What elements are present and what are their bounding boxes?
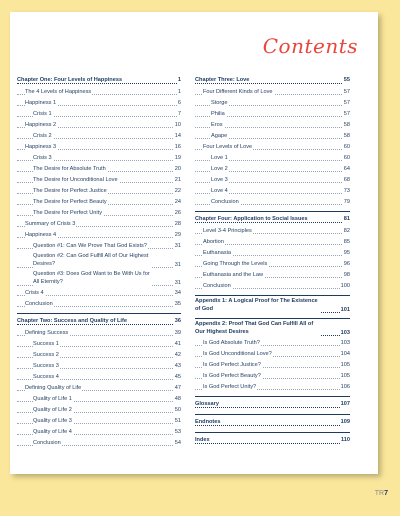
toc-entry-page: 60 bbox=[343, 153, 350, 164]
toc-entry[interactable] bbox=[195, 131, 350, 142]
dot-leader bbox=[195, 222, 350, 223]
toc-entry-title: Conclusion bbox=[211, 199, 239, 205]
toc-entry[interactable] bbox=[195, 98, 350, 109]
toc-right-column bbox=[195, 74, 350, 447]
toc-chapter-entry[interactable] bbox=[195, 398, 350, 411]
toc-entry-title: The Desire for Perfect Beauty bbox=[33, 199, 107, 205]
toc-entry-page: 96 bbox=[343, 259, 350, 270]
section-divider bbox=[195, 396, 350, 397]
toc-entry-title: Quality of Life 1 bbox=[33, 396, 72, 402]
toc-entry-page: 68 bbox=[343, 175, 350, 186]
toc-entry-title: Euthanasia bbox=[203, 250, 231, 256]
toc-entry-page: 31 bbox=[174, 280, 181, 286]
toc-entry[interactable] bbox=[195, 226, 350, 237]
toc-entry-title: Is God Perfect Unity? bbox=[203, 384, 257, 390]
toc-entry-page: 28 bbox=[174, 219, 181, 230]
toc-entry-page: 36 bbox=[174, 315, 181, 328]
toc-chapter-entry[interactable] bbox=[195, 74, 350, 87]
toc-entry-title: Level 3-4 Principles bbox=[203, 228, 252, 234]
toc-entry-title: Happiness 4 bbox=[25, 232, 57, 238]
toc-entry-title: Four Levels of Love bbox=[203, 144, 253, 150]
toc-entry-title: Chapter Four: Application to Social Issues bbox=[195, 216, 308, 222]
toc-entry-page: 64 bbox=[343, 164, 350, 175]
dot-leader bbox=[195, 407, 350, 408]
toc-entry-page: 10 bbox=[174, 120, 181, 131]
toc-entry[interactable] bbox=[17, 361, 181, 372]
toc-entry[interactable] bbox=[17, 252, 181, 270]
toc-entry-page: 47 bbox=[174, 383, 181, 394]
toc-entry-page: 1 bbox=[177, 87, 181, 98]
dot-leader bbox=[195, 83, 350, 84]
toc-chapter-entry[interactable] bbox=[195, 416, 350, 429]
toc-entry-page: 42 bbox=[174, 350, 181, 361]
toc-entry-title: Question #2: Can God Fulfill All of Our Highest Desires? bbox=[33, 252, 152, 268]
toc-entry[interactable] bbox=[195, 186, 350, 197]
toc-entry-page: 95 bbox=[343, 248, 350, 259]
toc-entry-title: Four Different Kinds of Love bbox=[203, 89, 273, 95]
toc-entry[interactable] bbox=[17, 372, 181, 383]
toc-entry-page: 41 bbox=[174, 339, 181, 350]
toc-entry[interactable] bbox=[195, 259, 350, 270]
toc-entry-page: 106 bbox=[340, 382, 350, 393]
toc-entry[interactable] bbox=[195, 270, 350, 281]
toc-entry[interactable] bbox=[17, 339, 181, 350]
toc-entry[interactable] bbox=[17, 197, 181, 208]
toc-entry-page: 43 bbox=[174, 361, 181, 372]
toc-entry-page: 20 bbox=[174, 164, 181, 175]
toc-entry[interactable] bbox=[17, 120, 181, 131]
toc-entry[interactable] bbox=[195, 153, 350, 164]
toc-entry[interactable] bbox=[17, 383, 181, 394]
toc-entry-page: 98 bbox=[343, 270, 350, 281]
toc-entry-page: 105 bbox=[340, 371, 350, 382]
toc-entry[interactable] bbox=[195, 164, 350, 175]
toc-entry-title: Love 2 bbox=[211, 166, 228, 172]
toc-entry-title: Happiness 3 bbox=[25, 144, 57, 150]
toc-entry-title: Chapter Two: Success and Quality of Life bbox=[17, 318, 127, 324]
toc-entry-title: Question #3: Does God Want to Be With Us for All Eternity? bbox=[33, 270, 152, 286]
toc-entry-title: Is God Perfect Justice? bbox=[203, 362, 261, 368]
toc-entry[interactable] bbox=[17, 98, 181, 109]
toc-entry-title: Agape bbox=[211, 133, 228, 139]
dot-leader bbox=[17, 324, 181, 325]
toc-entry-page: 109 bbox=[340, 416, 350, 429]
book-page bbox=[10, 12, 378, 474]
toc-entry-title: Quality of Life 4 bbox=[33, 429, 72, 435]
toc-entry-title: Endnotes bbox=[195, 419, 221, 425]
toc-entry[interactable] bbox=[17, 438, 181, 449]
toc-entry[interactable] bbox=[17, 186, 181, 197]
toc-entry[interactable] bbox=[195, 349, 350, 360]
toc-entry-title: Love 4 bbox=[211, 188, 228, 194]
toc-entry-page: 29 bbox=[174, 230, 181, 241]
toc-entry-page: 16 bbox=[174, 142, 181, 153]
dot-leader bbox=[17, 83, 181, 84]
toc-entry-page: 104 bbox=[340, 349, 350, 360]
toc-entry[interactable] bbox=[17, 416, 181, 427]
toc-entry-page: 50 bbox=[174, 405, 181, 416]
toc-entry-page: 24 bbox=[174, 197, 181, 208]
toc-entry[interactable] bbox=[17, 164, 181, 175]
toc-entry[interactable] bbox=[17, 328, 181, 339]
section-divider bbox=[195, 295, 350, 296]
toc-entry-title: Love 3 bbox=[211, 177, 228, 183]
toc-entry[interactable] bbox=[17, 241, 181, 252]
toc-entry[interactable] bbox=[17, 299, 181, 310]
dot-leader bbox=[195, 425, 350, 426]
toc-entry-title: Conclusion bbox=[33, 440, 61, 446]
toc-entry[interactable] bbox=[195, 248, 350, 259]
toc-entry-title: Happiness 1 bbox=[25, 100, 57, 106]
toc-entry-page: 53 bbox=[174, 427, 181, 438]
toc-entry-title: Going Through the Levels bbox=[203, 261, 268, 267]
toc-entry-title: Storge bbox=[211, 100, 228, 106]
toc-entry-title: The Desire for Perfect Justice bbox=[33, 188, 107, 194]
toc-entry-title: Success 2 bbox=[33, 352, 59, 358]
toc-entry[interactable] bbox=[17, 350, 181, 361]
toc-entry-title: Success 3 bbox=[33, 363, 59, 369]
toc-entry-title: Is God Absolute Truth? bbox=[203, 340, 260, 346]
toc-entry-page: 81 bbox=[343, 213, 350, 226]
toc-entry-title: Love 1 bbox=[211, 155, 228, 161]
toc-entry-title: Philia bbox=[211, 111, 225, 117]
toc-entry-title: Question #1: Can We Prove That God Exists? bbox=[33, 243, 147, 249]
toc-entry-title: Appendix 2: Proof That God Can Fulfill All of Our Highest Desires bbox=[195, 320, 320, 336]
toc-entry[interactable] bbox=[17, 87, 181, 98]
toc-entry-page: 7 bbox=[177, 109, 181, 120]
toc-entry-title: The Desire for Absolute Truth bbox=[33, 166, 106, 172]
toc-entry[interactable] bbox=[17, 230, 181, 241]
toc-entry-page: 58 bbox=[343, 120, 350, 131]
toc-entry[interactable] bbox=[17, 394, 181, 405]
toc-entry[interactable] bbox=[17, 219, 181, 230]
toc-entry-page: 48 bbox=[174, 394, 181, 405]
toc-entry-title: Appendix 1: A Logical Proof for The Existence of God bbox=[195, 297, 320, 313]
toc-chapter-entry[interactable] bbox=[195, 434, 350, 447]
toc-entry-page: 57 bbox=[343, 98, 350, 109]
toc-entry-title: Euthanasia and the Law bbox=[203, 272, 264, 278]
toc-entry-page: 103 bbox=[340, 330, 350, 336]
toc-entry-page: 19 bbox=[174, 153, 181, 164]
toc-entry[interactable] bbox=[195, 360, 350, 371]
toc-entry-page: 57 bbox=[343, 87, 350, 98]
toc-entry[interactable] bbox=[17, 109, 181, 120]
toc-entry-page: 55 bbox=[343, 74, 350, 87]
toc-entry[interactable] bbox=[195, 371, 350, 382]
toc-entry[interactable] bbox=[17, 175, 181, 186]
toc-chapter-entry[interactable] bbox=[195, 297, 350, 315]
toc-entry-title: The Desire for Unconditional Love bbox=[33, 177, 118, 183]
toc-entry-title: The 4 Levels of Happiness bbox=[25, 89, 92, 95]
toc-entry[interactable] bbox=[17, 405, 181, 416]
toc-entry-page: 51 bbox=[174, 416, 181, 427]
toc-chapter-entry[interactable] bbox=[17, 74, 181, 87]
toc-entry[interactable] bbox=[17, 153, 181, 164]
page-title: Contents bbox=[262, 34, 358, 58]
toc-entry[interactable] bbox=[17, 288, 181, 299]
toc-entry-title: Success 4 bbox=[33, 374, 59, 380]
toc-entry-title: Defining Success bbox=[25, 330, 69, 336]
toc-entry[interactable] bbox=[195, 197, 350, 208]
section-divider bbox=[195, 318, 350, 319]
toc-entry-title: Chapter Three: Love bbox=[195, 77, 250, 83]
toc-entry-page: 35 bbox=[174, 299, 181, 310]
toc-entry-page: 31 bbox=[174, 241, 181, 252]
toc-entry-title: Defining Quality of Life bbox=[25, 385, 82, 391]
toc-entry-title: Is God Unconditional Love? bbox=[203, 351, 272, 357]
toc-entry-title: Is God Perfect Beauty? bbox=[203, 373, 261, 379]
toc-entry[interactable] bbox=[17, 131, 181, 142]
toc-entry-page: 107 bbox=[340, 398, 350, 411]
toc-left-column bbox=[17, 74, 181, 449]
section-divider bbox=[195, 432, 350, 433]
toc-entry[interactable] bbox=[195, 338, 350, 349]
section-divider bbox=[195, 211, 350, 212]
toc-entry-title: Conclusion bbox=[25, 301, 53, 307]
toc-entry-page: 57 bbox=[343, 109, 350, 120]
toc-entry-page: 1 bbox=[177, 74, 181, 87]
toc-entry-page: 58 bbox=[343, 131, 350, 142]
toc-entry[interactable] bbox=[17, 208, 181, 219]
toc-entry[interactable] bbox=[17, 142, 181, 153]
toc-entry-title: Crisis 3 bbox=[33, 155, 52, 161]
toc-entry-page: 79 bbox=[343, 197, 350, 208]
toc-entry-title: Happiness 2 bbox=[25, 122, 57, 128]
toc-entry[interactable] bbox=[195, 109, 350, 120]
toc-entry-title: The Desire for Perfect Unity bbox=[33, 210, 103, 216]
toc-entry[interactable] bbox=[195, 237, 350, 248]
toc-entry-title: Crisis 2 bbox=[33, 133, 52, 139]
toc-entry[interactable] bbox=[195, 142, 350, 153]
toc-chapter-entry[interactable] bbox=[17, 315, 181, 328]
toc-entry-title: Success 1 bbox=[33, 341, 59, 347]
toc-entry-title: Conclusion bbox=[203, 283, 231, 289]
toc-entry-page: 26 bbox=[174, 208, 181, 219]
toc-entry-page: 34 bbox=[174, 288, 181, 299]
toc-entry-page: 105 bbox=[340, 360, 350, 371]
toc-entry-title: Chapter One: Four Levels of Happiness bbox=[17, 77, 123, 83]
dot-leader bbox=[195, 443, 350, 444]
toc-entry-title: Eros bbox=[211, 122, 223, 128]
toc-entry-title: Index bbox=[195, 437, 210, 443]
toc-entry-page: 103 bbox=[340, 338, 350, 349]
toc-chapter-entry[interactable] bbox=[195, 320, 350, 338]
toc-entry-page: 21 bbox=[174, 175, 181, 186]
toc-entry-page: 85 bbox=[343, 237, 350, 248]
toc-entry-title: Crisis 1 bbox=[33, 111, 52, 117]
toc-entry-page: 14 bbox=[174, 131, 181, 142]
toc-entry[interactable] bbox=[195, 120, 350, 131]
toc-entry-page: 39 bbox=[174, 328, 181, 339]
toc-entry[interactable] bbox=[195, 382, 350, 393]
toc-entry-page: 100 bbox=[340, 281, 350, 292]
toc-entry-title: Glossary bbox=[195, 401, 219, 407]
toc-entry-page: 54 bbox=[174, 438, 181, 449]
page-number: TR7 bbox=[374, 490, 388, 497]
toc-entry-page: 31 bbox=[174, 262, 181, 268]
toc-entry-title: Quality of Life 3 bbox=[33, 418, 72, 424]
toc-entry-page: 45 bbox=[174, 372, 181, 383]
toc-entry-title: Crisis 4 bbox=[25, 290, 44, 296]
toc-entry-title: Quality of Life 2 bbox=[33, 407, 72, 413]
toc-entry-page: 101 bbox=[340, 307, 350, 313]
toc-entry-page: 6 bbox=[177, 98, 181, 109]
toc-entry[interactable] bbox=[195, 281, 350, 292]
toc-entry-page: 22 bbox=[174, 186, 181, 197]
toc-entry-page: 73 bbox=[343, 186, 350, 197]
toc-entry-page: 82 bbox=[343, 226, 350, 237]
toc-entry-title: Abortion bbox=[203, 239, 224, 245]
toc-entry-title: Summary of Crisis 3 bbox=[25, 221, 76, 227]
toc-entry[interactable] bbox=[17, 427, 181, 438]
toc-entry-page: 60 bbox=[343, 142, 350, 153]
toc-entry[interactable] bbox=[17, 270, 181, 288]
toc-chapter-entry[interactable] bbox=[195, 213, 350, 226]
toc-entry[interactable] bbox=[195, 87, 350, 98]
toc-entry[interactable] bbox=[195, 175, 350, 186]
toc-entry-page: 110 bbox=[340, 434, 350, 447]
section-divider bbox=[195, 414, 350, 415]
section-divider bbox=[17, 313, 181, 314]
